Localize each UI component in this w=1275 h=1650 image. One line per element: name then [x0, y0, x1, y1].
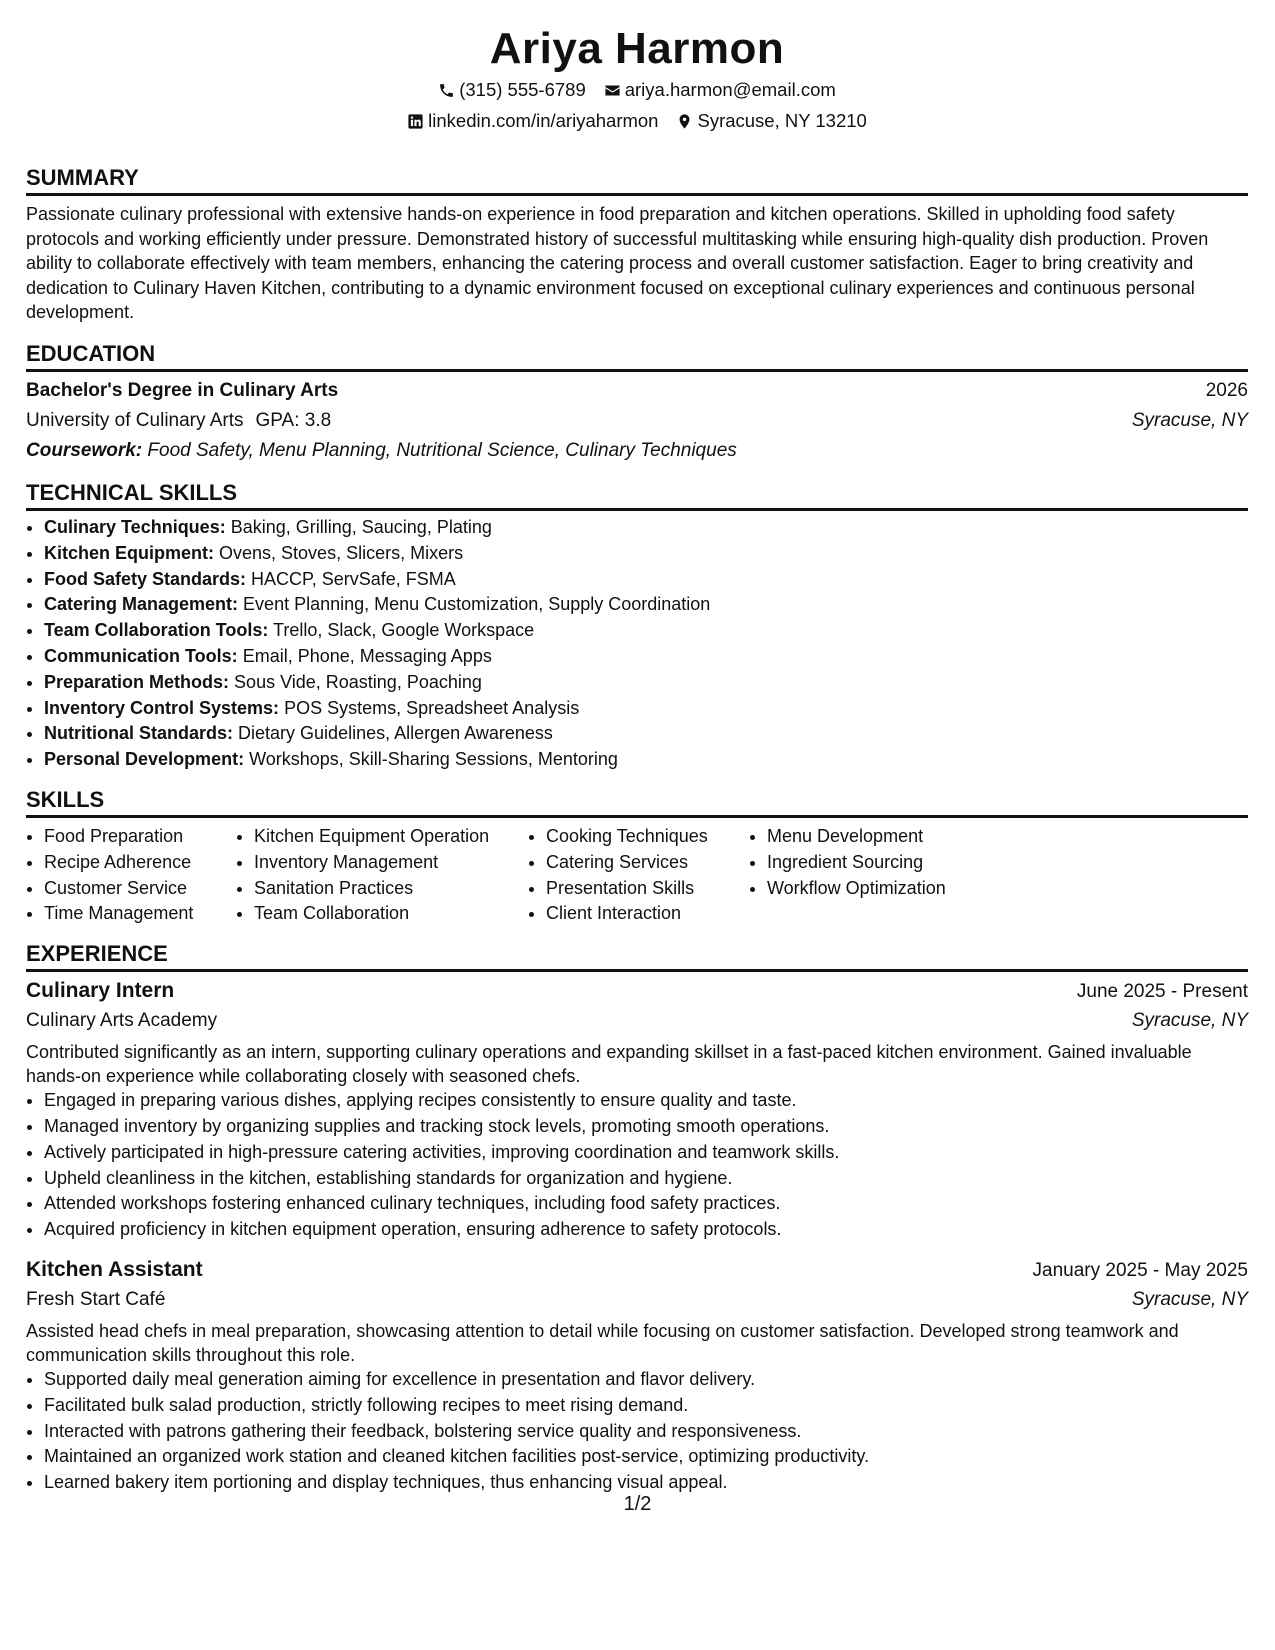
list-item: • Menu Development [767, 824, 1027, 850]
job-title: Kitchen Assistant [26, 1257, 203, 1281]
list-item: • Team Collaboration [254, 901, 528, 927]
list-item: • Kitchen Equipment Operation [254, 824, 528, 850]
list-item: • Upheld cleanliness in the kitchen, establishing standards for organization and hygiene. [44, 1166, 1248, 1192]
skill-category: Food Safety Standards: [44, 568, 247, 589]
school-name: University of Culinary Arts [26, 409, 244, 431]
email-contact[interactable] [604, 78, 836, 102]
page-number: 1/2 [623, 1493, 652, 1515]
list-item: • Food Preparation [44, 824, 236, 850]
job-location: Syracuse, NY [1131, 1010, 1248, 1032]
list-item [44, 644, 1248, 670]
section-title: EDUCATION [26, 341, 1248, 372]
skill-values: Event Planning, Menu Customization, Supply Coordination [243, 594, 711, 615]
skill-values: Trello, Slack, Google Workspace [273, 620, 535, 641]
skill-values: Baking, Grilling, Saucing, Plating [230, 516, 492, 537]
list-item: • Time Management [44, 901, 236, 927]
skills-column [528, 824, 749, 927]
job-location: Syracuse, NY [1131, 1288, 1248, 1310]
skill-category: Catering Management: [44, 594, 239, 615]
skill-category: Personal Development: [44, 749, 245, 770]
linkedin-link[interactable]: linkedin.com/in/ariyaharmon [428, 110, 659, 131]
experience-section [26, 941, 1248, 1496]
skill-values: Dietary Guidelines, Allergen Awareness [238, 723, 553, 744]
list-item: • Supported daily meal generation aiming for excellence in presentation and flavor delivery. [44, 1367, 1248, 1393]
list-item: • Recipe Adherence [44, 850, 236, 876]
linkedin-contact[interactable] [407, 109, 658, 133]
email-link[interactable]: ariya.harmon@email.com [624, 79, 836, 100]
degree-name: Bachelor's Degree in Culinary Arts [26, 379, 339, 401]
skill-category: Culinary Techniques: [44, 516, 226, 537]
contact-row-1 [26, 78, 1248, 102]
skills-column [236, 824, 528, 927]
job-title: Culinary Intern [26, 979, 175, 1003]
summary-section [26, 165, 1248, 325]
list-item [44, 696, 1248, 722]
map-pin-icon [676, 113, 693, 130]
envelope-icon [604, 82, 621, 99]
graduation-year: 2026 [1205, 379, 1248, 401]
job-entry [26, 976, 1248, 1243]
job-description: Contributed significantly as an intern, supporting culinary operations and expanding skillset in a fast-paced kitchen environment. Gained invaluable hands-on experience while collaborating closely with seasoned chefs. [26, 1042, 1192, 1087]
list-item [44, 541, 1248, 567]
section-title: TECHNICAL SKILLS [26, 480, 1248, 511]
job-dates: January 2025 - May 2025 [1032, 1259, 1248, 1281]
skill-values: Email, Phone, Messaging Apps [242, 645, 492, 666]
job-dates: June 2025 - Present [1076, 981, 1248, 1003]
skill-category: Inventory Control Systems: [44, 697, 280, 718]
location-text: Syracuse, NY 13210 [697, 110, 867, 131]
job-header [26, 976, 1248, 1006]
candidate-name: Ariya Harmon [489, 24, 785, 73]
coursework-list: Food Safety, Menu Planning, Nutritional Science, Culinary Techniques [147, 439, 737, 461]
linkedin-icon [407, 113, 424, 130]
job-subheader [26, 1285, 1248, 1315]
skill-category: Nutritional Standards: [44, 723, 234, 744]
list-item: • Client Interaction [546, 901, 749, 927]
technical-skills-section [26, 480, 1248, 773]
list-item: • Ingredient Sourcing [767, 850, 1027, 876]
section-title: EXPERIENCE [26, 941, 1248, 972]
list-item: • Actively participated in high-pressure catering activities, improving coordination and teamwork skills. [44, 1140, 1248, 1166]
list-item: • Inventory Management [254, 850, 528, 876]
skill-values: Sous Vide, Roasting, Poaching [234, 671, 482, 692]
job-subheader [26, 1006, 1248, 1036]
skill-category: Preparation Methods: [44, 671, 230, 692]
phone-icon [438, 82, 455, 99]
school-row [26, 406, 1248, 436]
list-item [44, 670, 1248, 696]
skills-section [26, 787, 1248, 927]
coursework-line [26, 436, 1248, 466]
school-location: Syracuse, NY [1131, 409, 1248, 431]
list-item: • Presentation Skills [546, 876, 749, 902]
skill-values: Ovens, Stoves, Slicers, Mixers [219, 542, 464, 563]
education-row [26, 376, 1248, 406]
job-description: Assisted head chefs in meal preparation, showcasing attention to detail while focusing on customer satisfaction. Developed strong teamwork and communication skills throughout this role. [26, 1320, 1179, 1365]
skills-column [749, 824, 1027, 927]
list-item: • Maintained an organized work station and cleaned kitchen facilities post-service, optimizing productivity. [44, 1444, 1248, 1470]
list-item: • Interacted with patrons gathering their feedback, bolstering service quality and responsiveness. [44, 1419, 1248, 1445]
list-item [44, 618, 1248, 644]
list-item: • Sanitation Practices [254, 876, 528, 902]
list-item: • Customer Service [44, 876, 236, 902]
list-item [44, 721, 1248, 747]
list-item [44, 592, 1248, 618]
location-contact [676, 109, 866, 133]
skill-values: POS Systems, Spreadsheet Analysis [284, 697, 580, 718]
coursework-label: Coursework: [26, 439, 143, 461]
job-company: Fresh Start Café [26, 1288, 166, 1310]
job-entry [26, 1255, 1248, 1496]
job-header [26, 1255, 1248, 1285]
school-line [26, 406, 331, 436]
list-item: • Facilitated bulk salad production, strictly following recipes to meet rising demand. [44, 1393, 1248, 1419]
list-item: • Attended workshops fostering enhanced culinary techniques, including food safety practices. [44, 1191, 1248, 1217]
list-item: • Catering Services [546, 850, 749, 876]
list-item: • Managed inventory by organizing supplies and tracking stock levels, promoting smooth operations. [44, 1114, 1248, 1140]
list-item: • Acquired proficiency in kitchen equipment operation, ensuring adherence to safety protocols. [44, 1217, 1248, 1243]
skill-category: Communication Tools: [44, 645, 238, 666]
contact-row-2 [26, 109, 1248, 133]
list-item: • Engaged in preparing various dishes, applying recipes consistently to ensure quality and taste. [44, 1088, 1248, 1114]
summary-text: Passionate culinary professional with extensive hands-on experience in food preparation and kitchen operations. Skilled in upholding food safety protocols and working efficiently under pressure. Demonstrated history of successful multitasking while ensuring high-quality dish production. Proven ability to collaborate effectively with team members, enhancing the catering process and overall customer satisfaction. Eager to bring creativity and dedication to Culinary Haven Kitchen, contributing to a dynamic environment focused on exceptional culinary experiences and continuous personal development. [26, 204, 1209, 323]
phone-text: (315) 555-6789 [459, 79, 586, 100]
skill-category: Team Collaboration Tools: [44, 620, 269, 641]
gpa: GPA: 3.8 [255, 409, 332, 431]
section-title: SKILLS [26, 787, 1248, 818]
skill-values: HACCP, ServSafe, FSMA [251, 568, 456, 589]
skills-column [26, 824, 236, 927]
list-item: • Cooking Techniques [546, 824, 749, 850]
skill-category: Kitchen Equipment: [44, 542, 214, 563]
list-item: • Learned bakery item portioning and display techniques, thus enhancing visual appeal. [44, 1470, 1248, 1496]
resume-page [26, 0, 1248, 1496]
job-bullets [26, 1367, 1248, 1496]
technical-skills-list [26, 515, 1248, 773]
job-bullets [26, 1088, 1248, 1243]
list-item [44, 567, 1248, 593]
skill-values: Workshops, Skill-Sharing Sessions, Mentoring [249, 749, 618, 770]
list-item [44, 747, 1248, 773]
list-item [44, 515, 1248, 541]
job-company: Culinary Arts Academy [26, 1010, 218, 1032]
phone-contact [438, 78, 586, 102]
skills-grid [26, 824, 1248, 927]
education-section [26, 341, 1248, 466]
list-item: • Workflow Optimization [767, 876, 1027, 902]
section-title: SUMMARY [26, 165, 1248, 196]
